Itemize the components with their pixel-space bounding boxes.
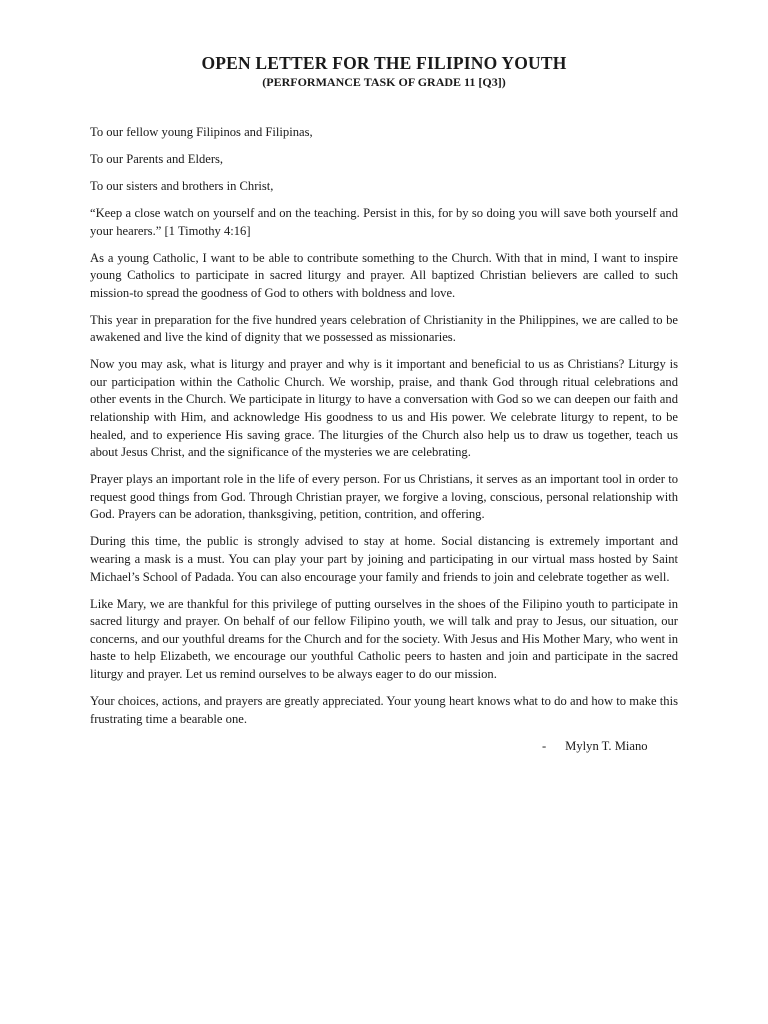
salutation-3: To our sisters and brothers in Christ,: [90, 178, 274, 193]
prayer-paragraph: Prayer plays an important role in the life of every person. For us Christians, it serves as an important tool in order to request good things from God. Through Christian prayer, we forgive a loving, conscious, personal relationship with God. Prayers can be adoration, thanksgiving, petition, contrition, and offering.: [90, 472, 678, 522]
signature-dash: -: [542, 738, 547, 753]
liturgy-paragraph: Now you may ask, what is liturgy and prayer and why is it important and beneficial to us as Christians? Liturgy is our participation within the Catholic Church. We worship, praise, and thank God through ritual celebrations and other events in the Church. We participate in liturgy to have a conversation with God so we can deepen our faith and relationship with Him, and acknowledge His goodness to us and His power. We celebrate liturgy to repent, to be healed, and to experience His saving grace. The liturgies of the Church also help us to draw us together, teach us about Jesus Christ, and the significance of the mysteries we are celebrating.: [90, 357, 678, 460]
pandemic-paragraph: During this time, the public is strongly advised to stay at home. Social distancing is extremely important and wearing a mask is a must. You can play your part by joining and participating in our virtual mass hosted by Saint Michael’s School of Padada. You can also encourage your family and friends to join and celebrate together as well.: [90, 534, 678, 584]
letter-subtitle: (PERFORMANCE TASK OF GRADE 11 [Q3]): [262, 75, 506, 89]
letter-page: [90, 52, 678, 755]
signature: [90, 738, 678, 756]
intro-paragraph: As a young Catholic, I want to be able to contribute something to the Church. With that in mind, I want to inspire young Catholics to participate in sacred liturgy and prayer. All baptized Christian believers are called to such mission-to spread the goodness of God to others with boldness and love.: [90, 250, 678, 300]
mary-paragraph: Like Mary, we are thankful for this privilege of putting ourselves in the shoes of the Filipino youth to participate in sacred liturgy and prayer. On behalf of our fellow Filipino youth, we will talk and pray to Jesus, our situation, our concerns, and our youthful dreams for the Church and for the society. With Jesus and His Mother Mary, who went in haste to help Elizabeth, we encourage our youthful Catholic peers to hasten and join and participate in the sacred liturgy and prayer. Let us remind ourselves to be always eager to do our mission.: [90, 596, 678, 681]
closing-paragraph: Your choices, actions, and prayers are greatly appreciated. Your young heart knows what to do and how to make this frustrating time a bearable one.: [90, 693, 678, 726]
salutation-2: To our Parents and Elders,: [90, 151, 224, 166]
salutation-1: To our fellow young Filipinos and Filipinas,: [90, 125, 313, 139]
signature-name: Mylyn T. Miano: [565, 738, 648, 753]
anniversary-paragraph: This year in preparation for the five hundred years celebration of Christianity in the Philippines, we are called to be awakened and live the kind of dignity that we possessed as missionaries.: [90, 312, 678, 345]
letter-title: OPEN LETTER FOR THE FILIPINO YOUTH: [201, 53, 567, 73]
bible-quote-paragraph: “Keep a close watch on yourself and on the teaching. Persist in this, for by so doing you will save both yourself and your hearers.” [1 Timothy 4:16]: [90, 205, 678, 238]
